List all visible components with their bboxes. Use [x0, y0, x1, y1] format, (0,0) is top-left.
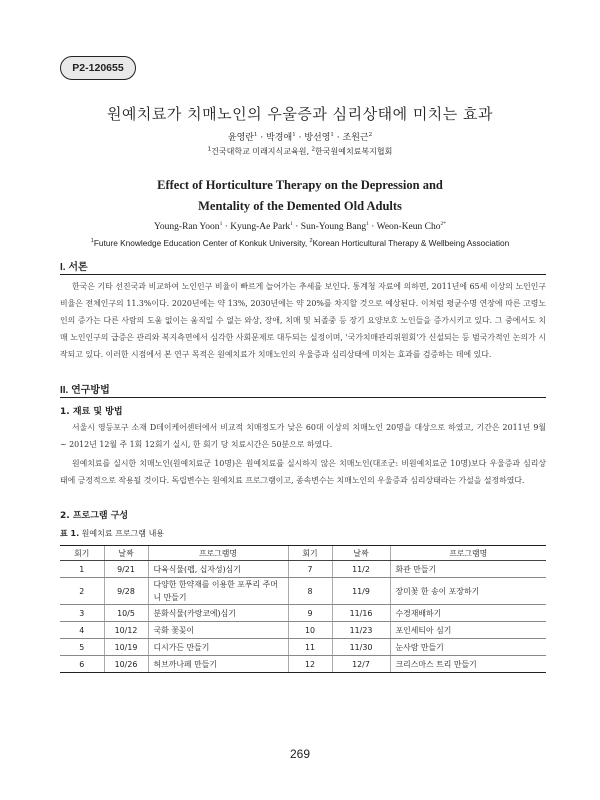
english-title: Effect of Horticulture Therapy on the Depression and Mentality of the Demented Old Adults [157, 178, 443, 213]
materials-paragraph-1: 서울시 영등포구 소재 D데이케어센터에서 비교적 치매정도가 낮은 60대 이상의 치매노인 20명을 대상으로 하였고, 기간은 2011년 9월 ~ 2012년 12월 주 1회 12회기 실시, 한 회기 당 치료시간은 50분으로 하였다. [60, 423, 546, 449]
materials-paragraph-2: 원예치료를 실시한 치매노인(원예치료군 10명)은 원예치료를 실시하지 않은 치매노인(대조군: 비원예치료군 10명)보다 우울증과 심리상태에 긍정적으로 작용될 것이다. 독립변수는 원예치료 프로그램이고, 종속변수는 치매노인의 우울증과 심리상태라는 가설을 설정하였다. [60, 459, 546, 485]
table-row: 2 9/28 다양한 한약재를 이용한 포푸리 주머니 만들기 8 11/9 장미꽃 한 송이 포장하기 [60, 578, 546, 605]
table-row: 1 9/21 다육식물(펩, 십자성)심기 7 11/2 화관 만들기 [60, 561, 546, 578]
english-affiliation: $^1$Future Knowledge Education Center of Konkuk University, $^2$Korean Horticultural Therapy & Wellbeing Association [90, 238, 510, 248]
english-authors: Young-Ran Yoon$^1$ · Kyung-Ae Park$^1$ · Sun-Young Bang$^1$ · Weon-Keun Cho$^{2*}$ [154, 220, 446, 232]
table-header-row: 회기 날짜 프로그램명 회기 날짜 프로그램명 [60, 546, 546, 561]
subsection-heading-materials: 1. 재료 및 방법 [60, 407, 123, 417]
english-author: Young-Ran Yoon [154, 222, 220, 232]
korean-author: 조원근 [342, 133, 369, 143]
introduction-paragraph: 한국은 기타 선진국과 비교하여 노인인구 비율이 빠르게 늘어가는 추세를 보인다. 통계청 자료에 의하면, 2011년에 65세 이상의 노인인구 비율은 전체인구의 11.3%이다. 2020년에는 약 13%, 2030년에는 약 20%를 차지할 것으로 예상된다. 이처럼 평균수명 연장에 따른 고령노인의 증가는 다른 사람의 도움 없이는 움직일 수 없는 와상, 장애, 치매 및 뇌졸중 등 장기 요양보호 노인들을 증가시키고 있다. 그 중에서도 치매 노인인구의 급증은 관리와 복지측면에서 심각한 사회문제로 대두되는 실정이며, '국가치매관리위원회'가 신설되는 등 범국가적인 논의가 시작되고 있다. 이러한 시점에서 본 연구 목적은 원예치료가 치매노인의 우울증과 심리상태에 미치는 효과를 검증하는 데에 있다. [60, 282, 546, 359]
korean-author: 박경애 [266, 133, 293, 143]
page-number: 269 [289, 747, 311, 761]
program-table [60, 545, 546, 673]
korean-author: 방선영 [304, 133, 331, 143]
korean-title: 원예치료가 치매노인의 우울증과 심리상태에 미치는 효과 [106, 105, 494, 123]
section-divider [60, 397, 546, 398]
paper-id-badge: P2-120655 [60, 56, 136, 80]
section-divider [60, 274, 546, 275]
table-row: 5 10/19 디시가든 만들기 11 11/30 눈사람 만들기 [60, 639, 546, 656]
subsection-heading-program: 2. 프로그램 구성 [60, 511, 129, 521]
korean-authors: 윤영란$^1$ · 박경애$^1$ · 방선영$^1$ · 조원근$^2$ [227, 132, 373, 143]
english-author: Sun-Young Bang [300, 222, 367, 232]
korean-author: 윤영란 [227, 133, 254, 143]
english-author: Kyung-Ae Park [230, 222, 291, 232]
table-row: 4 10/12 국화 꽃꽂이 10 11/23 포인세티아 심기 [60, 622, 546, 639]
table-row: 6 10/26 허브까나페 만들기 12 12/7 크리스마스 트리 만들기 [60, 656, 546, 673]
table-caption: 표 1. 원예치료 프로그램 내용 [60, 529, 165, 538]
table-row: 3 10/5 분화식물(카랑코에)심기 9 11/16 수경재배하기 [60, 605, 546, 622]
section-heading-introduction: I. 서론 [60, 262, 88, 273]
section-heading-methods: II. 연구방법 [60, 385, 110, 396]
english-author: Weon-Keun Cho [376, 222, 441, 232]
korean-affiliation: $^1$건국대학교 미래지식교육원, $^2$한국원예치료복지협회 [207, 146, 393, 156]
